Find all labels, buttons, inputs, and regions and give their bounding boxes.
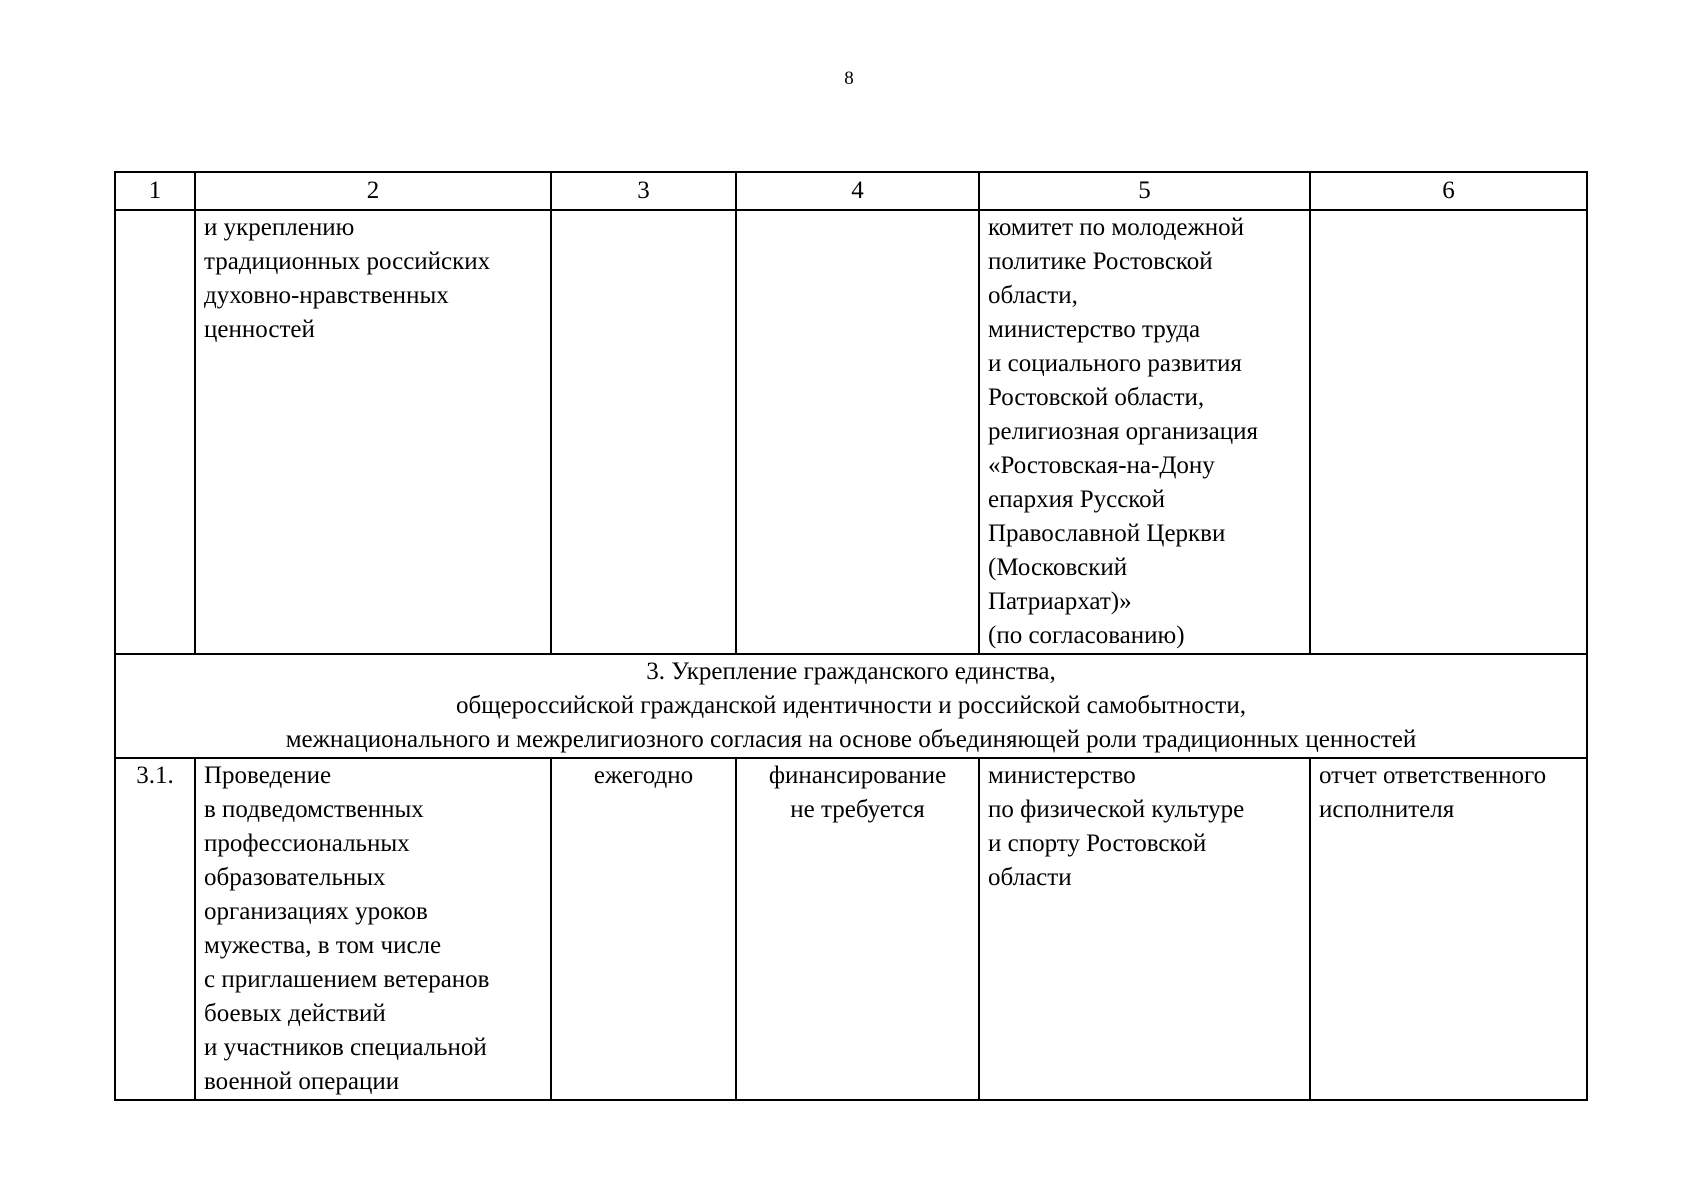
- column-header-3: 3: [551, 172, 736, 210]
- cell-financing: финансирование не требуется: [736, 758, 979, 1100]
- cell-event: Проведение в подведомственных профессиональных образовательных организациях уроков мужества, в том числе с приглашением ветеранов боевых действий и участников специальной военной операции: [195, 758, 551, 1100]
- section-row: [115, 654, 1587, 758]
- table-header-row: [115, 172, 1587, 210]
- column-header-4: 4: [736, 172, 979, 210]
- cell-event: и укреплению традиционных российских духовно-нравственных ценностей: [195, 210, 551, 654]
- column-header-6: 6: [1310, 172, 1587, 210]
- column-header-2: 2: [195, 172, 551, 210]
- column-header-1: 1: [115, 172, 195, 210]
- cell-number: [115, 210, 195, 654]
- cell-period: [551, 210, 736, 654]
- cell-result: отчет ответственного исполнителя: [1310, 758, 1587, 1100]
- table-row-3-1: [115, 758, 1587, 1100]
- cell-executor: комитет по молодежной политике Ростовской области, министерство труда и социального развития Ростовской области, религиозная организация «Ростовская-на-Дону епархия Русской Православной Церкви (Московский Патриархат)» (по согласованию): [979, 210, 1310, 654]
- section-title: 3. Укрепление гражданского единства, общероссийской гражданской идентичности и российской самобытности, межнационального и межрелигиозного согласия на основе объединяющей роли традиционных ценностей: [115, 654, 1587, 758]
- cell-executor: министерство по физической культуре и спорту Ростовской области: [979, 758, 1310, 1100]
- table-row-continued: [115, 210, 1587, 654]
- plan-table: [114, 171, 1588, 1101]
- column-header-5: 5: [979, 172, 1310, 210]
- cell-period: ежегодно: [551, 758, 736, 1100]
- cell-result: [1310, 210, 1587, 654]
- cell-number: 3.1.: [115, 758, 195, 1100]
- page-number: 8: [844, 68, 854, 89]
- cell-financing: [736, 210, 979, 654]
